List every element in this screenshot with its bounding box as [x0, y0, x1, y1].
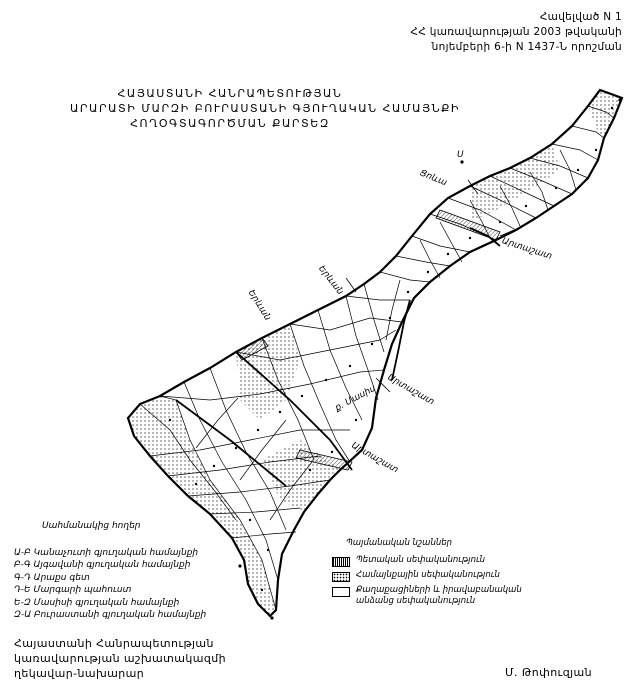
signature-line-3: ղեկավար-նախարար: [14, 667, 145, 680]
title-line-1: ՀԱՅԱՍՏԱՆԻ ՀԱՆՐԱՊԵՏՈՒԹՅԱՆ: [117, 87, 343, 100]
map-label-g: ք. Մասիս: [333, 383, 378, 414]
map-label-d: Երևան: [245, 288, 273, 323]
signature-position: [14, 636, 226, 681]
map-label-c: Երևան: [316, 263, 345, 297]
north-label: Ս: [457, 150, 464, 160]
symbols-legend-label: Քաղաքացիների և իրավաբանական անձանց սեփականություն: [356, 585, 522, 606]
header-line-annex: Հավելված N 1: [539, 11, 622, 23]
signatory-name: Մ. Թոփուզյան: [504, 666, 592, 679]
header-line-decision: նոյեմբերի 6-ի N 1437-Ն որոշման: [431, 41, 622, 53]
title-line-3: ՀՈՂՕԳՏԱԳՈՐԾՄԱՆ ՔԱՐՏԵԶ: [130, 117, 330, 130]
neighbour-legend-item: Բ-Գ Այգավանի գյուղական համայնքի: [14, 560, 191, 570]
parcel-lines: [140, 106, 614, 610]
state-property-swatch: [332, 557, 350, 567]
header-line-government: ՀՀ կառավարության 2003 թվականի: [410, 26, 622, 38]
neighbour-legend-item: Ե-Զ Մասիսի գյուղական համայնքի: [14, 597, 180, 608]
community-land-zone-tip: [588, 90, 622, 138]
neighbour-legend-item: Դ-Ե Մարգարի պահուստ: [14, 585, 132, 595]
map-label-e: Արտաշատ: [385, 372, 436, 408]
neighbour-legend-item: Գ-Դ Արաքս գետ: [14, 572, 90, 583]
signature-line-1: Հայաստանի Հանրապետության: [14, 637, 214, 650]
map-label-f: Արտաշատ: [349, 440, 400, 476]
title-line-2: ԱՐԱՐԱՏԻ ՄԱՐԶԻ ԲՈՒՐԱՍՏԱՆԻ ԳՅՈՒՂԱԿԱՆ ՀԱՄԱՅՆՔԻ: [70, 102, 461, 115]
community-property-swatch: [332, 572, 350, 582]
symbols-legend-item: [332, 570, 526, 582]
symbols-legend-item: [332, 555, 526, 567]
neighbour-legend-heading: Սահմանակից հողեր: [42, 521, 141, 531]
symbols-legend-label: Պետական սեփականություն: [356, 555, 486, 565]
symbols-legend-label: Համայնքային սեփականություն: [356, 570, 500, 580]
signature-line-2: կառավարության աշխատակազմի: [14, 652, 226, 665]
map-label-a: Ցոևա: [418, 168, 449, 189]
neighbour-legend-item: Զ-Ա Բուրաստանի գյուղական համայնքի: [14, 610, 207, 620]
symbols-legend: [332, 538, 526, 610]
neighbour-legend-item: Ա-Բ Կանաչուտի գյուղական համայնքի: [14, 547, 199, 558]
neighbour-lands-legend: [14, 520, 206, 622]
state-land-strip-2: [436, 210, 500, 240]
map-label-b: Արտաշատ: [500, 236, 554, 262]
private-property-swatch: [332, 587, 350, 597]
community-land-zone-center: [236, 324, 300, 420]
symbols-legend-item: [332, 585, 526, 607]
symbols-legend-heading: Պայմանական նշաններ: [346, 538, 452, 548]
main-roads: [176, 228, 500, 486]
